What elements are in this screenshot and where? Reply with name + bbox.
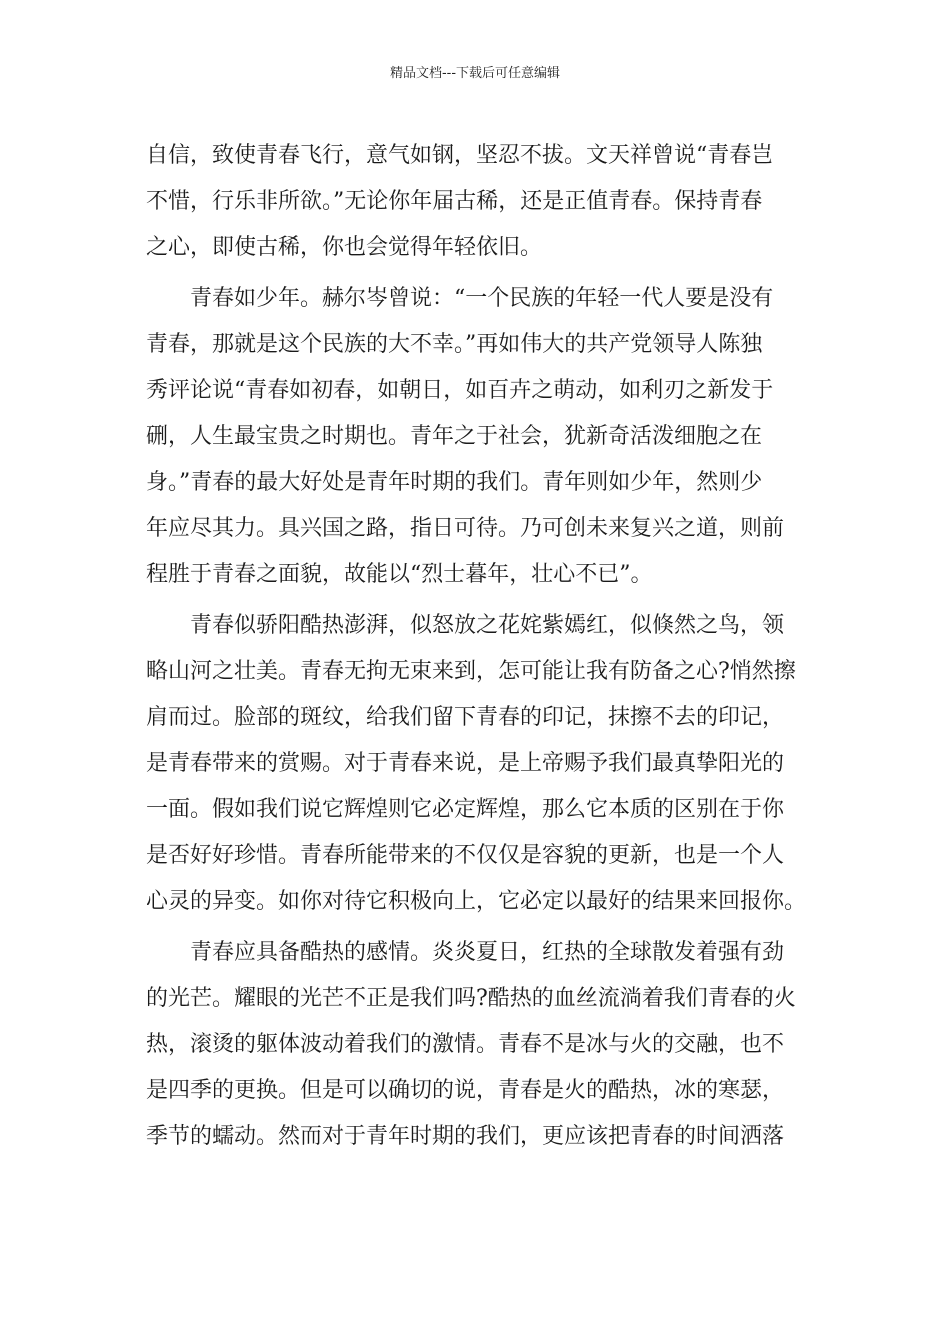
text-line: 季节的蠕动。然而对于青年时期的我们，更应该把青春的时间洒落 bbox=[146, 1124, 785, 1149]
text-line: 之心，即使古稀，你也会觉得年轻依旧。 bbox=[146, 235, 543, 260]
paragraph bbox=[146, 133, 806, 271]
paragraph bbox=[146, 603, 806, 925]
text-line: 的光芒。耀眼的光芒不正是我们吗?酷热的血丝流淌着我们青春的火 bbox=[146, 986, 796, 1011]
text-line: 是否好好珍惜。青春所能带来的不仅仅是容貌的更新，也是一个人 bbox=[146, 843, 785, 868]
text-line: 是青春带来的赏赐。对于青春来说，是上帝赐予我们最真挚阳光的 bbox=[146, 751, 785, 776]
text-line: 年应尽其力。具兴国之路，指日可待。乃可创未来复兴之道，则前 bbox=[146, 516, 785, 541]
text-line: 心灵的异变。如你对待它积极向上，它必定以最好的结果来回报你。 bbox=[146, 889, 806, 914]
text-line: 略山河之壮美。青春无拘无束来到，怎可能让我有防备之心?悄然擦 bbox=[146, 659, 796, 684]
text-line: 自信，致使青春飞行，意气如钢，坚忍不拔。文天祥曾说“青春岂 bbox=[146, 143, 774, 168]
text-line: 青春似骄阳酷热澎湃，似怒放之花姹紫嫣红，似倏然之鸟，领 bbox=[190, 613, 785, 638]
text-line: 身。”青春的最大好处是青年时期的我们。青年则如少年，然则少 bbox=[146, 470, 763, 495]
text-line: 青春，那就是这个民族的大不幸。”再如伟大的共产党领导人陈独 bbox=[146, 332, 763, 357]
document-body bbox=[146, 133, 806, 1160]
text-line: 是四季的更换。但是可以确切的说，青春是火的酷热，冰的寒瑟， bbox=[146, 1078, 785, 1103]
text-line: 硎，人生最宝贵之时期也。青年之于社会，犹新奇活泼细胞之在 bbox=[146, 424, 763, 449]
paragraph bbox=[146, 930, 806, 1160]
text-line: 不惜，行乐非所欲。”无论你年届古稀，还是正值青春。保持青春 bbox=[146, 189, 763, 214]
page-header: 精品文档---下载后可任意编辑 bbox=[389, 66, 561, 81]
paragraph bbox=[146, 276, 806, 598]
text-line: 肩而过。脸部的斑纹，给我们留下青春的印记，抹擦不去的印记， bbox=[146, 705, 785, 730]
text-line: 青春如少年。赫尔岑曾说：“一个民族的年轻一代人要是没有 bbox=[190, 286, 774, 311]
text-line: 程胜于青春之面貌，故能以“烈士暮年，壮心不已”。 bbox=[146, 562, 653, 587]
text-line: 青春应具备酷热的感情。炎炎夏日，红热的全球散发着强有劲 bbox=[190, 940, 785, 965]
text-line: 一面。假如我们说它辉煌则它必定辉煌，那么它本质的区别在于你 bbox=[146, 797, 785, 822]
text-line: 热，滚烫的躯体波动着我们的激情。青春不是冰与火的交融，也不 bbox=[146, 1032, 785, 1057]
text-line: 秀评论说“青春如初春，如朝日，如百卉之萌动，如利刃之新发于 bbox=[146, 378, 774, 403]
